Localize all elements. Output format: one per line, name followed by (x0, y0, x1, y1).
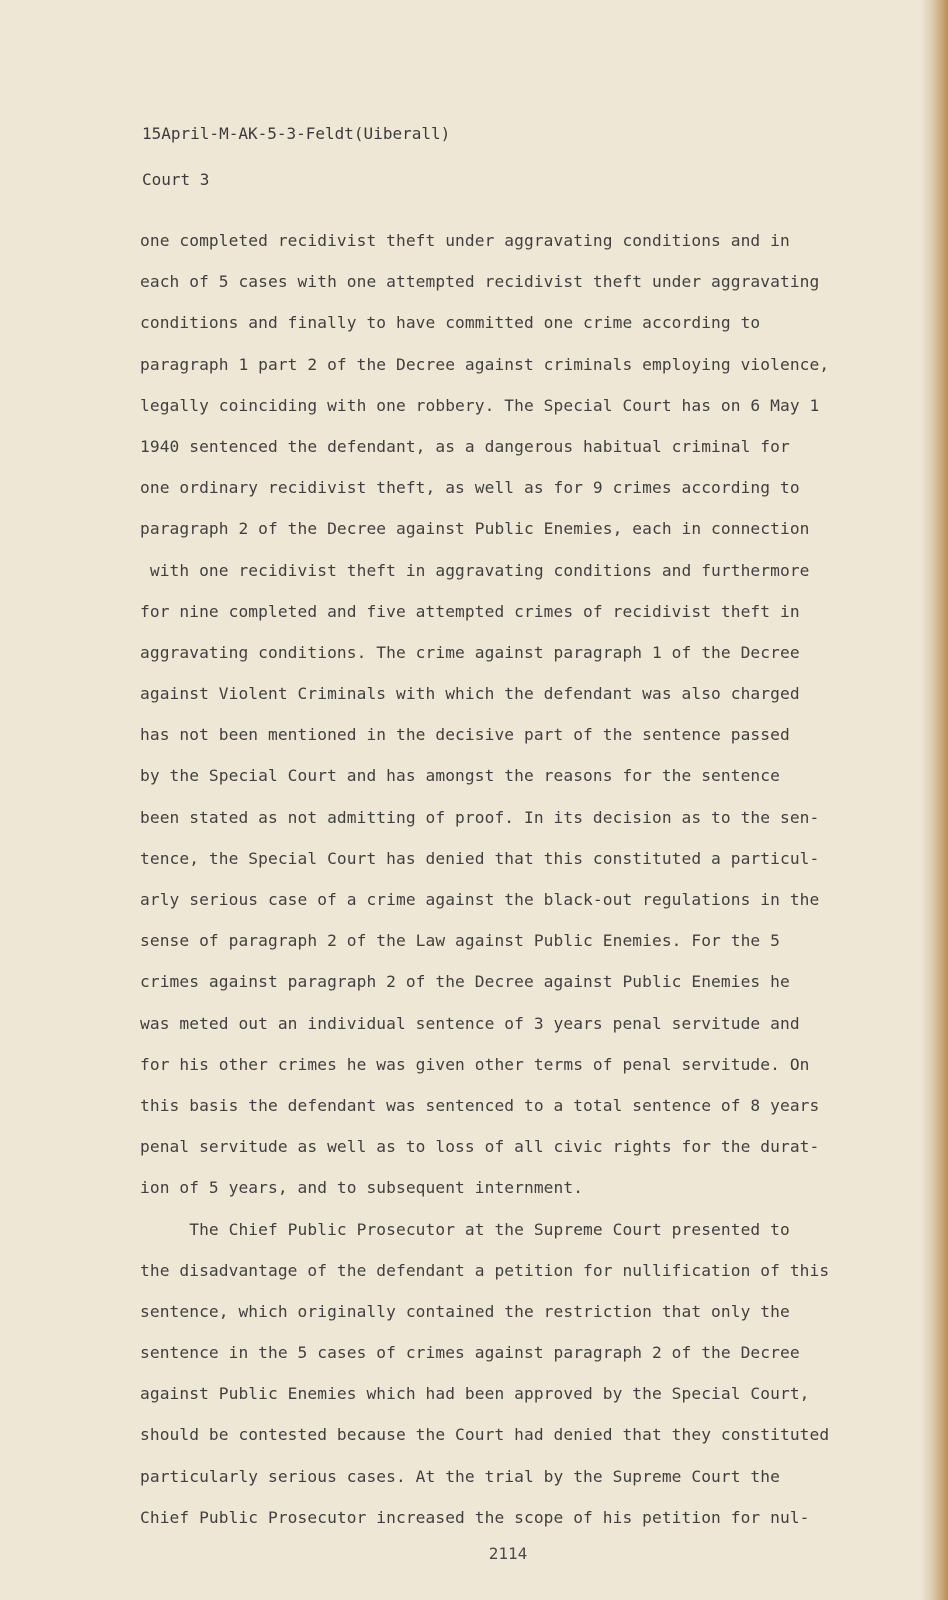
body-line: crimes against paragraph 2 of the Decree against Public Enemies he (140, 972, 790, 992)
body-line: paragraph 1 part 2 of the Decree against criminals employing violence, (140, 354, 830, 374)
document-body (140, 220, 880, 1538)
body-line: sentence in the 5 cases of crimes against paragraph 2 of the Decree (140, 1343, 800, 1363)
body-line: been stated as not admitting of proof. In its decision as to the sen- (140, 807, 820, 827)
body-line: aggravating conditions. The crime against paragraph 1 of the Decree (140, 642, 800, 662)
body-line: legally coinciding with one robbery. The Special Court has on 6 May 1 (140, 395, 820, 415)
body-line: one ordinary recidivist theft, as well as for 9 crimes according to (140, 478, 800, 498)
body-line: for his other crimes he was given other terms of penal servitude. On (140, 1054, 810, 1074)
body-line: sentence, which originally contained the restriction that only the (140, 1301, 790, 1321)
body-line: conditions and finally to have committed one crime according to (140, 313, 761, 333)
body-line: by the Special Court and has amongst the reasons for the sentence (140, 766, 780, 786)
body-line: tence, the Special Court has denied that this constituted a particul- (140, 848, 820, 868)
body-line: this basis the defendant was sentenced to a total sentence of 8 years (140, 1095, 820, 1115)
body-line: with one recidivist theft in aggravating conditions and furthermore (140, 560, 810, 580)
body-line: penal servitude as well as to loss of all civic rights for the durat- (140, 1137, 820, 1157)
body-line: particularly serious cases. At the trial by the Supreme Court the (140, 1466, 780, 1486)
body-line: sense of paragraph 2 of the Law against Public Enemies. For the 5 (140, 931, 780, 951)
document-reference: 15April-M-AK-5-3-Feldt(Uiberall) (142, 124, 451, 143)
body-line: paragraph 2 of the Decree against Public Enemies, each in connection (140, 519, 810, 539)
body-line: one completed recidivist theft under aggravating conditions and in (140, 231, 790, 250)
body-line: 1940 sentenced the defendant, as a dangerous habitual criminal for (140, 436, 790, 456)
body-line: Chief Public Prosecutor increased the scope of his petition for nul- (140, 1507, 810, 1527)
body-line: against Violent Criminals with which the defendant was also charged (140, 684, 800, 704)
body-line: has not been mentioned in the decisive part of the sentence passed (140, 725, 790, 745)
page-number: 2114 (488, 1544, 528, 1563)
body-line: ion of 5 years, and to subsequent internment. (140, 1178, 584, 1198)
body-line: for nine completed and five attempted crimes of recidivist theft in (140, 601, 800, 621)
body-line: should be contested because the Court had denied that they constituted (140, 1425, 830, 1445)
body-line: the disadvantage of the defendant a petition for nullification of this (140, 1260, 830, 1280)
body-line: each of 5 cases with one attempted recidivist theft under aggravating (140, 272, 820, 292)
body-line: was meted out an individual sentence of 3 years penal servitude and (140, 1013, 800, 1033)
court-label: Court 3 (142, 170, 210, 189)
page-edge-shadow (920, 0, 948, 1600)
body-line: arly serious case of a crime against the black-out regulations in the (140, 890, 820, 909)
body-line: The Chief Public Prosecutor at the Supreme Court presented to (140, 1219, 790, 1239)
body-line: against Public Enemies which had been approved by the Special Court, (140, 1384, 810, 1404)
